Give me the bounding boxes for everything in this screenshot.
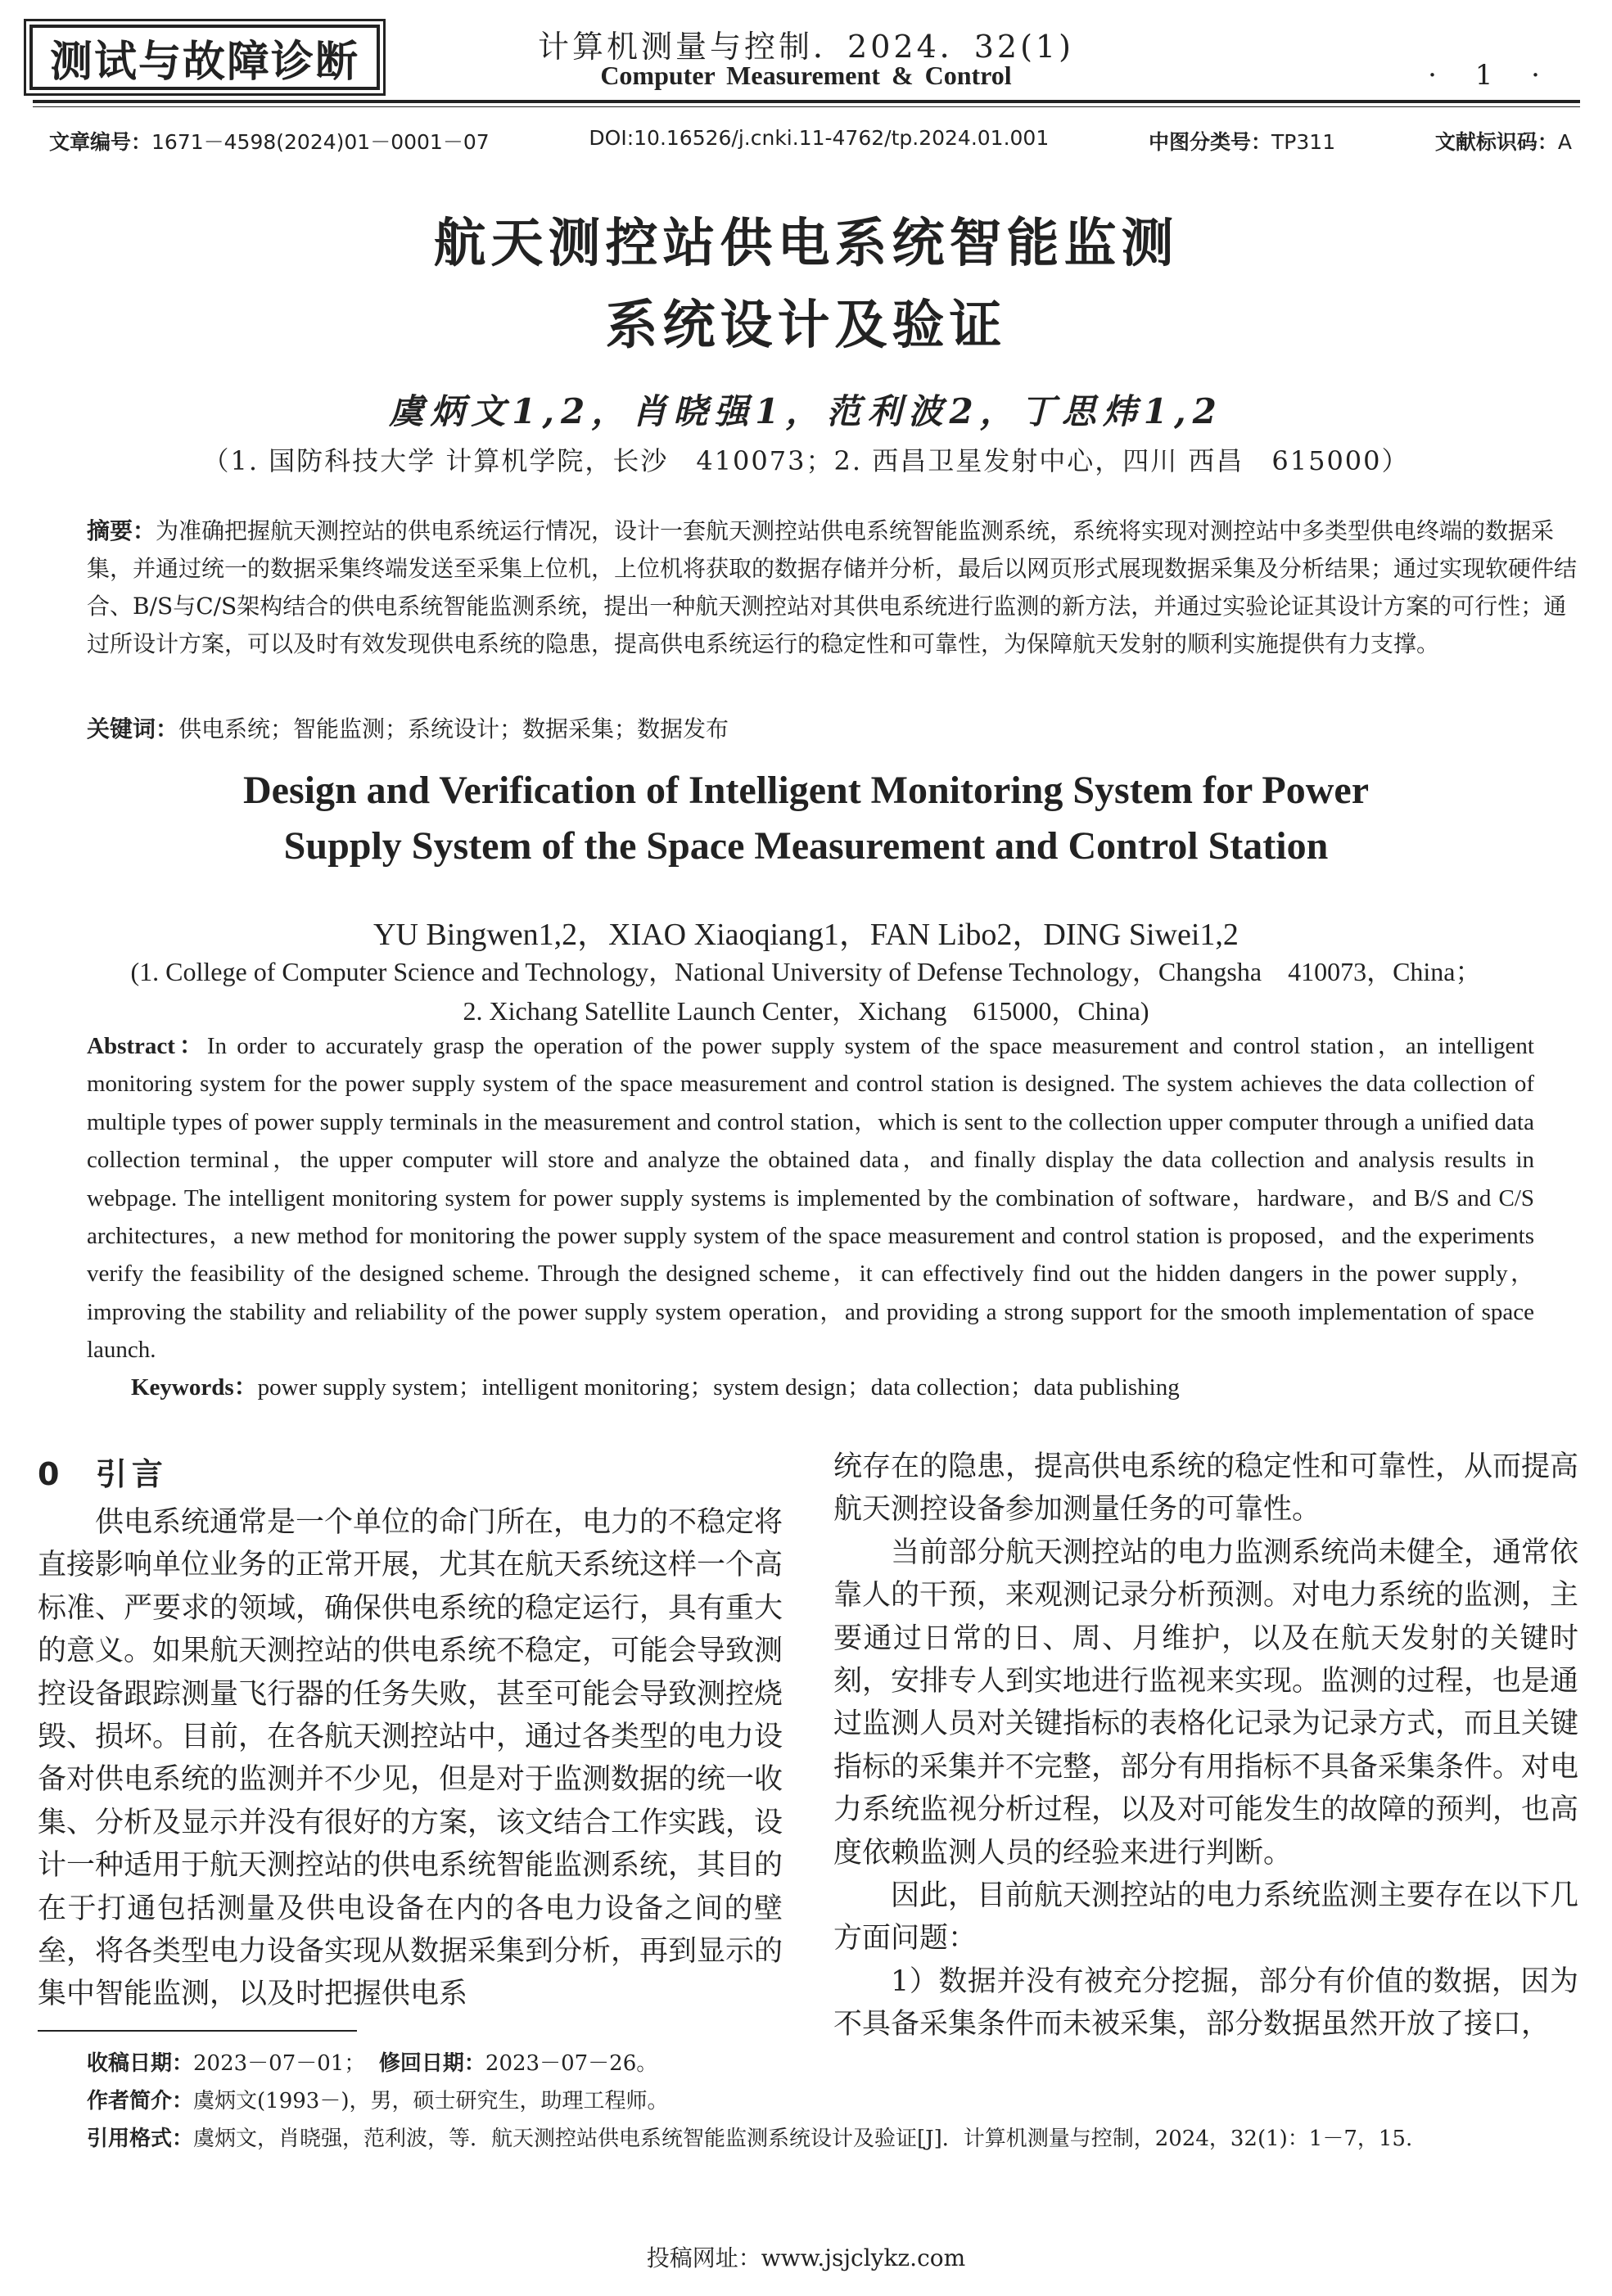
journal-issue-cn: 计算机测量与控制．2024．32(1) bbox=[538, 29, 1074, 65]
affiliations-en-line2: 2. Xichang Satellite Launch Center，Xichang 615000，China) bbox=[463, 996, 1149, 1026]
footnote-rule bbox=[38, 2030, 357, 2032]
abstract-en bbox=[87, 1027, 1534, 1369]
abstract-en-label: Abstract： bbox=[87, 1033, 207, 1059]
footnote-dates: 收稿日期：2023－07－01； 修回日期：2023－07－26。 bbox=[87, 2051, 658, 2076]
abstract-cn-label: 摘要： bbox=[87, 517, 156, 544]
title-en-line1: Design and Verification of Intelligent Monitoring System for Power bbox=[242, 769, 1369, 812]
body-paragraph: 当前部分航天测控站的电力监测系统尚未健全，通常依靠人的干预，来观测记录分析预测。对电力系统的监测，主要通过日常的日、周、月维护，以及在航天发射的关键时刻，安排专人到实地进行监视来实现。监测的过程，也是通过监测人员对关键指标的表格化记录为记录方式，而且关键指标的采集并不完整，部分有用指标不具备采集条件。对电力系统监视分析过程，以及对可能发生的故障的预判，也高度依赖监测人员的经验来进行判断。 bbox=[833, 1536, 1579, 1870]
section-heading bbox=[38, 1449, 168, 1494]
keywords-en bbox=[131, 1369, 1578, 1406]
authors-en: YU Bingwen1,2，XIAO Xiaoqiang1，FAN Libo2，DING Siwei1,2 bbox=[373, 918, 1239, 952]
keywords-cn bbox=[87, 710, 1581, 748]
body-paragraph: 1）数据并没有被充分挖掘，部分有价值的数据，因为不具备采集条件而未被采集，部分数据虽然开放了接口， bbox=[833, 1964, 1578, 2041]
journal-name: 测试与故障诊断 bbox=[49, 37, 359, 87]
title-en-line2: Supply System of the Space Measurement and Control Station bbox=[283, 824, 1329, 868]
title-cn-line2: 系统设计及验证 bbox=[605, 295, 1007, 356]
article-number: 文章编号：1671－4598(2024)01－0001－07 bbox=[49, 130, 490, 154]
keywords-cn-label: 关键词： bbox=[87, 715, 179, 742]
body-paragraph: 因此，目前航天测控站的电力系统监测主要存在以下几方面问题： bbox=[833, 1879, 1579, 1955]
affiliations-en-line1: (1. College of Computer Science and Technology，National University of Defense Technology，Changsha 410073，China； bbox=[130, 957, 1482, 986]
keywords-cn-text: 供电系统；智能监测；系统设计；数据采集；数据发布 bbox=[178, 715, 729, 742]
section-title: 引言 bbox=[95, 1456, 168, 1492]
body-paragraph: 统存在的隐患，提高供电系统的稳定性和可靠性，从而提高航天测控设备参加测量任务的可靠性。 bbox=[833, 1450, 1579, 1527]
authors-cn: 虞炳文1,2，肖晓强1，范利波2，丁思炜1,2 bbox=[389, 391, 1223, 431]
keywords-en-label: Keywords： bbox=[131, 1374, 258, 1401]
body-right-column bbox=[833, 1446, 1578, 2046]
header-rule-thin bbox=[33, 106, 1580, 107]
header-rule bbox=[33, 100, 1580, 103]
affiliations-cn: （1. 国防科技大学 计算机学院，长沙 410073；2. 西昌卫星发射中心，四川 西昌 615000） bbox=[202, 445, 1410, 476]
abstract-cn-text: 为准确把握航天测控站的供电系统运行情况，设计一套航天测控站供电系统智能监测系统，系统将实现对测控站中多类型供电终端的数据采集，并通过统一的数据采集终端发送至采集上位机，上位机将获取的数据存储并分析，最后以网页形式展现数据采集及分析结果；通过实现软硬件结合、B/S与C/S架构结合的供电系统智能监测系统，提出一种航天测控站对其供电系统进行监测的新方法，并通过实验论证其设计方案的可行性；通过所设计方案，可以及时有效发现供电系统的隐患，提高供电系统运行的稳定性和可靠性，为保障航天发射的顺利实施提供有力支撑。 bbox=[87, 517, 1578, 657]
article-meta bbox=[49, 126, 1572, 156]
section-number: 0 bbox=[38, 1456, 65, 1492]
title-cn-line1: 航天测控站供电系统智能监测 bbox=[433, 214, 1179, 274]
journal-title-en: Computer Measurement & Control bbox=[600, 61, 1012, 90]
doi: DOI:10.16526/j.cnki.11-4762/tp.2024.01.001 bbox=[589, 126, 1050, 150]
page-number: · 1 · bbox=[1428, 59, 1555, 92]
abstract-en-text: In order to accurately grasp the operation of the power supply system of the space measurement and control station，an intelligent monitoring system for the power supply system of the space measurement and control station is designed. The system achieves the data collection of multiple types of power supply terminals in the measurement and control station，which is sent to the collection upper computer through a unified data collection terminal，the upper computer will store and analyze the obtained data，and finally display the data collection and analysis results in webpage. The intelligent monitoring system for power supply systems is implemented by the combination of software，hardware，and B/S and C/S architectures，a new method for monitoring the power supply system of the space measurement and control station is proposed，and the experiments verify the feasibility of the designed scheme. Through the designed scheme，it can effectively find out the hidden dangers in the power supply，improving the stability and reliability of the power supply system operation，and providing a strong support for the smooth implementation of space launch. bbox=[87, 1033, 1534, 1364]
footnote-author: 作者简介：虞炳文(1993－)，男，硕士研究生，助理工程师。 bbox=[87, 2089, 669, 2113]
submission-website[interactable]: 投稿网址：www.jsjclykz.com bbox=[646, 2244, 966, 2271]
abstract-cn bbox=[87, 512, 1581, 663]
clc-number: 中图分类号：TP311 bbox=[1149, 130, 1336, 154]
body-left-column bbox=[38, 1501, 783, 2016]
keywords-en-text: power supply system；intelligent monitoring；system design；data collection；data publishing bbox=[257, 1374, 1180, 1401]
document-code: 文献标识码：A bbox=[1434, 130, 1572, 154]
body-paragraph: 供电系统通常是一个单位的命门所在，电力的不稳定将直接影响单位业务的正常开展，尤其在航天系统这样一个高标准、严要求的领域，确保供电系统的稳定运行，具有重大的意义。如果航天测控站的供电系统不稳定，可能会导致测控设备跟踪测量飞行器的任务失败，甚至可能会导致测控烧毁、损坏。目前，在各航天测控站中，通过各类型的电力设备对供电系统的监测并不少见，但是对于监测数据的统一收集、分析及显示并没有很好的方案，该文结合工作实践，设计一种适用于航天测控站的供电系统智能监测系统，其目的在于打通包括测量及供电设备在内的各电力设备之间的壁垒，将各类型电力设备实现从数据采集到分析，再到显示的集中智能监测，以及时把握供电系 bbox=[38, 1506, 783, 2011]
footnote-citation: 引用格式：虞炳文，肖晓强，范利波，等．航天测控站供电系统智能监测系统设计及验证[J]．计算机测量与控制，2024，32(1)：1－7，15. bbox=[87, 2127, 1413, 2151]
